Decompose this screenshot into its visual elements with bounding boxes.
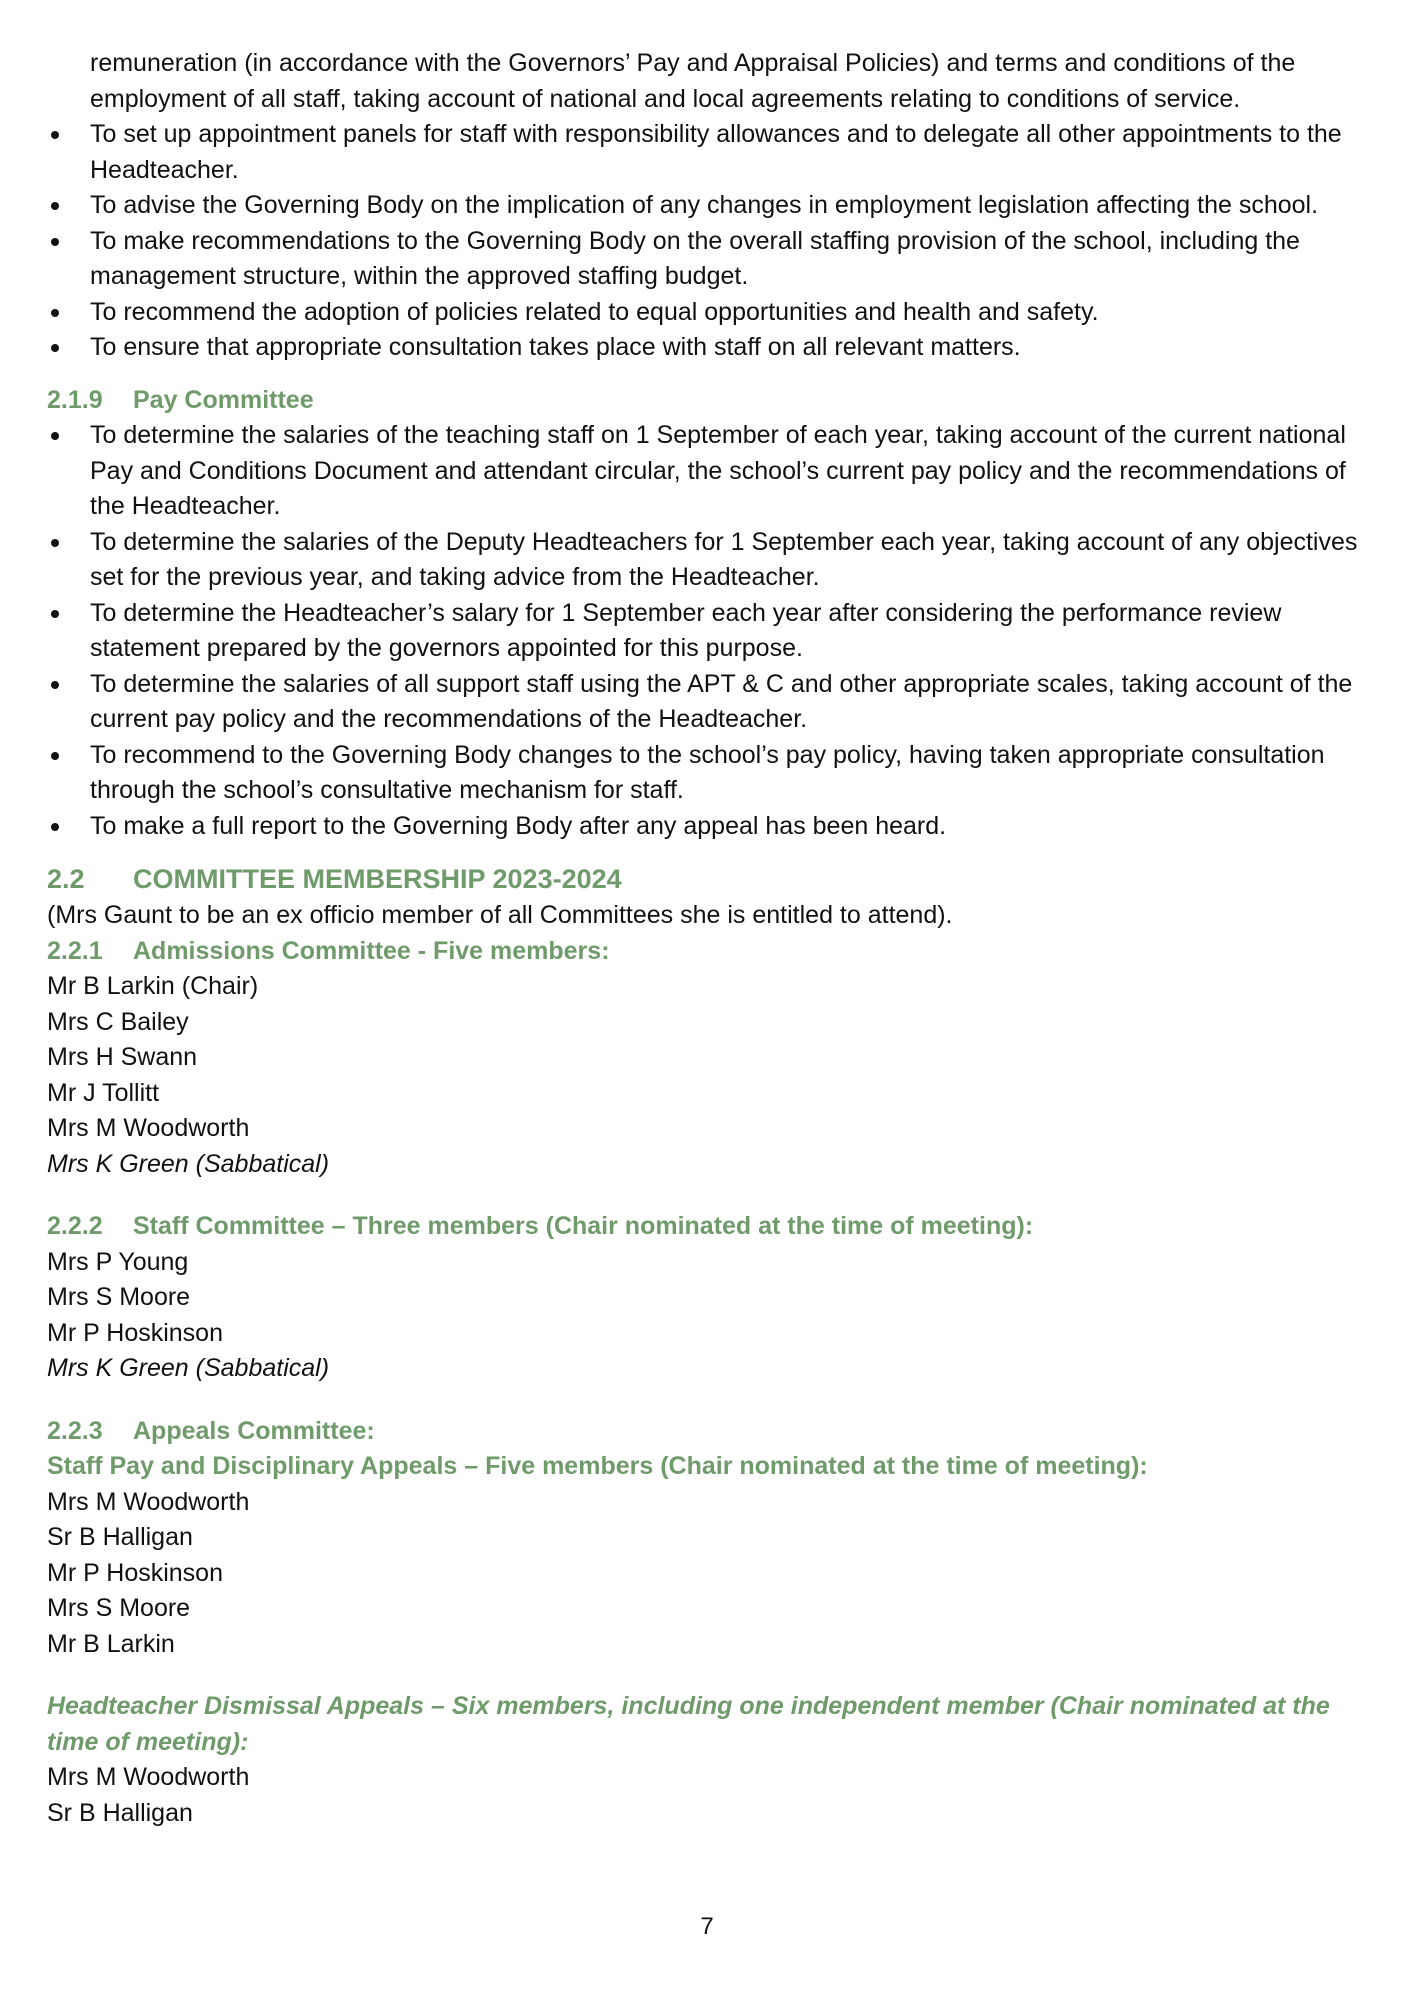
bullet-icon [51, 344, 59, 352]
member-name: Mr J Tollitt [47, 1078, 160, 1107]
section-title: Admissions Committee - Five members: [133, 936, 610, 965]
member-name: Mrs M Woodworth [47, 1487, 250, 1516]
member-name: Mr P Hoskinson [47, 1558, 223, 1587]
staff-pay-appeals-members [47, 1485, 1367, 1663]
document-page [47, 46, 1367, 1831]
staff-committee-members [47, 1245, 1367, 1387]
list-item: To determine the salaries of all support staff using the APT & C and other appropriate scales, taking account of the current pay policy and the recommendations of the Headteacher. [47, 667, 1367, 738]
member-name: Mrs H Swann [47, 1043, 198, 1071]
member-name: Sr B Halligan [47, 1523, 193, 1551]
list-item: To make a full report to the Governing Body after any appeal has been heard. [47, 809, 1367, 845]
section-title: Pay Committee [133, 385, 314, 414]
page-number: 7 [700, 1913, 714, 1940]
member-name: Mrs S Moore [47, 1283, 191, 1311]
list-item: To advise the Governing Body on the implication of any changes in employment legislation affecting the school. [47, 188, 1367, 224]
list-item: To recommend to the Governing Body changes to the school’s pay policy, having taken appropriate consultation through the school’s consultative mechanism for staff. [47, 738, 1367, 809]
section-number: 2.2.2 [47, 1212, 103, 1240]
member-name: Mrs C Bailey [47, 1007, 189, 1036]
continuation-paragraph: remuneration (in accordance with the Governors’ Pay and Appraisal Policies) and terms and conditions of the employment of all staff, taking account of national and local agreements relating to conditions of service. [90, 49, 1296, 113]
headteacher-appeals-members [47, 1760, 1367, 1831]
appeals-committee-heading [47, 1414, 1367, 1450]
admissions-members [47, 969, 1367, 1182]
staff-committee-duties-list [47, 117, 1367, 366]
section-number: 2.1.9 [47, 385, 103, 414]
bullet-icon [51, 610, 59, 618]
member-name: Mrs M Woodworth [47, 1763, 250, 1791]
list-item: To determine the salaries of the teaching staff on 1 September of each year, taking account of the current national Pay and Conditions Document and attendant circular, the school’s current pay policy and the recommendations of the Headteacher. [47, 418, 1367, 525]
list-item: To ensure that appropriate consultation takes place with staff on all relevant matters. [47, 330, 1367, 366]
admissions-committee-heading [47, 934, 1367, 970]
section-number: 2.2 [47, 864, 85, 894]
section-title: Appeals Committee: [133, 1416, 375, 1445]
member-name: Mrs P Young [47, 1247, 189, 1276]
membership-heading [47, 860, 1367, 898]
member-name: Mr P Hoskinson [47, 1318, 223, 1347]
bullet-icon [51, 309, 59, 317]
member-name: Mrs M Woodworth [47, 1114, 250, 1142]
bullet-icon [51, 131, 59, 139]
list-item: To recommend the adoption of policies related to equal opportunities and health and safety. [47, 295, 1367, 331]
headteacher-appeals-heading: Headteacher Dismissal Appeals – Six members, including one independent member (Chair nominated at the time of meeting): [47, 1692, 1330, 1756]
list-item: To make recommendations to the Governing Body on the overall staffing provision of the school, including the management structure, within the approved staffing budget. [47, 224, 1367, 295]
member-name: Mr B Larkin (Chair) [47, 972, 259, 1000]
list-item: To set up appointment panels for staff with responsibility allowances and to delegate all other appointments to the Headteacher. [47, 117, 1367, 188]
bullet-icon [51, 202, 59, 210]
membership-note: (Mrs Gaunt to be an ex officio member of all Committees she is entitled to attend). [47, 901, 953, 929]
list-item: To determine the Headteacher’s salary for 1 September each year after considering the performance review statement prepared by the governors appointed for this purpose. [47, 596, 1367, 667]
member-name: Mrs S Moore [47, 1594, 191, 1622]
pay-committee-heading [47, 383, 1367, 419]
staff-committee-heading [47, 1209, 1367, 1245]
pay-committee-duties-list [47, 418, 1367, 844]
bullet-icon [51, 238, 59, 246]
sabbatical-member: Mrs K Green (Sabbatical) [47, 1354, 330, 1382]
bullet-icon [51, 432, 59, 440]
member-name: Mr B Larkin [47, 1629, 175, 1658]
bullet-icon [51, 823, 59, 831]
bullet-icon [51, 539, 59, 547]
section-number: 2.2.1 [47, 936, 103, 965]
sabbatical-member: Mrs K Green (Sabbatical) [47, 1149, 330, 1178]
bullet-icon [51, 681, 59, 689]
section-title: Staff Committee – Three members (Chair nominated at the time of meeting): [133, 1212, 1034, 1240]
section-number: 2.2.3 [47, 1416, 103, 1445]
bullet-icon [51, 752, 59, 760]
section-title: COMMITTEE MEMBERSHIP 2023-2024 [133, 864, 622, 894]
staff-pay-appeals-heading: Staff Pay and Disciplinary Appeals – Five members (Chair nominated at the time of meeting): [47, 1452, 1148, 1480]
member-name: Sr B Halligan [47, 1798, 193, 1827]
list-item: To determine the salaries of the Deputy Headteachers for 1 September each year, taking account of any objectives set for the previous year, and taking advice from the Headteacher. [47, 525, 1367, 596]
